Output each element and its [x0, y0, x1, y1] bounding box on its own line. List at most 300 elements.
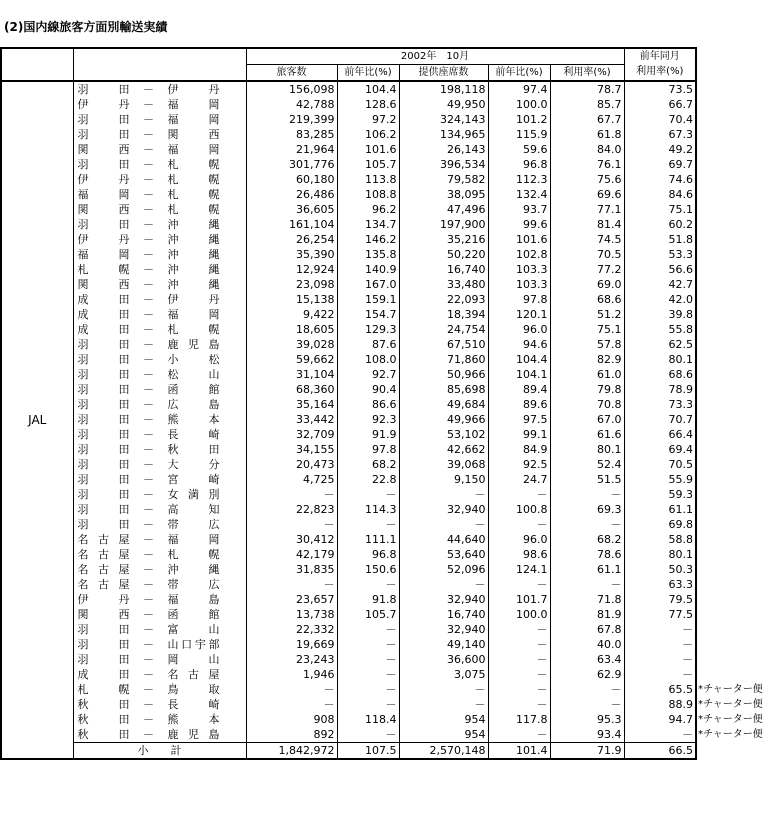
passengers-yoy-cell: 140.9 [337, 262, 399, 277]
route-origin: 羽田 [77, 127, 130, 141]
load-factor-cell: 70.8 [550, 397, 624, 412]
route-dash: － [143, 82, 154, 96]
route-destination: 沖縄 [167, 277, 220, 291]
seats-yoy-cell: 115.9 [488, 127, 550, 142]
load-factor-cell: － [550, 517, 624, 532]
route-dash: － [143, 247, 154, 261]
seats-cell: 134,965 [399, 127, 488, 142]
passengers-yoy-cell: 113.8 [337, 172, 399, 187]
charter-note [696, 322, 764, 337]
route-origin: 名古屋 [77, 562, 130, 576]
route-origin: 伊丹 [77, 592, 130, 606]
seats-cell: 26,143 [399, 142, 488, 157]
seats-cell: 24,754 [399, 322, 488, 337]
passengers-cell: 60,180 [246, 172, 337, 187]
charter-note [696, 562, 764, 577]
table-row [1, 202, 764, 217]
passengers-cell: 30,412 [246, 532, 337, 547]
route-cell [73, 112, 246, 127]
charter-note [696, 637, 764, 652]
route-destination: 大分 [167, 457, 220, 471]
load-factor-cell: 51.5 [550, 472, 624, 487]
passengers-yoy-cell: － [337, 667, 399, 682]
load-factor-cell: 93.4 [550, 727, 624, 743]
seats-cell: － [399, 697, 488, 712]
passengers-yoy-cell: － [337, 682, 399, 697]
route-dash: － [143, 487, 154, 501]
total-passengers-yoy: 107.5 [337, 743, 399, 760]
route-origin: 成田 [77, 322, 130, 336]
route-origin: 札幌 [77, 262, 130, 276]
route-destination: 札幌 [167, 157, 220, 171]
load-factor-cell: 81.4 [550, 217, 624, 232]
seats-yoy-cell: 97.8 [488, 292, 550, 307]
load-factor-cell: 80.1 [550, 442, 624, 457]
route-dash: － [143, 667, 154, 681]
seats-cell: 42,662 [399, 442, 488, 457]
seats-yoy-cell: 89.6 [488, 397, 550, 412]
subtotal-row [1, 743, 764, 760]
route-origin: 関西 [77, 607, 130, 621]
route-dash: － [143, 472, 154, 486]
seats-cell: － [399, 682, 488, 697]
charter-note [696, 97, 764, 112]
seats-yoy-cell: － [488, 652, 550, 667]
route-origin: 羽田 [77, 397, 130, 411]
passengers-yoy-cell: － [337, 697, 399, 712]
seats-cell: 198,118 [399, 81, 488, 97]
route-cell [73, 277, 246, 292]
route-cell [73, 577, 246, 592]
seats-yoy-cell: 94.6 [488, 337, 550, 352]
charter-note [696, 202, 764, 217]
seats-cell: 35,216 [399, 232, 488, 247]
load-factor-cell: 81.9 [550, 607, 624, 622]
route-dash: － [143, 712, 154, 726]
table-row [1, 682, 764, 697]
total-seats: 2,570,148 [399, 743, 488, 760]
passengers-cell: 36,605 [246, 202, 337, 217]
load-factor-cell: 70.5 [550, 247, 624, 262]
seats-yoy-cell: 124.1 [488, 562, 550, 577]
passengers-yoy-cell: 159.1 [337, 292, 399, 307]
seats-yoy-cell: 117.8 [488, 712, 550, 727]
charter-note [696, 142, 764, 157]
route-origin: 羽田 [77, 457, 130, 471]
route-dash: － [143, 97, 154, 111]
route-destination: 札幌 [167, 547, 220, 561]
route-destination: 富山 [167, 622, 220, 636]
passengers-yoy-cell: 90.4 [337, 382, 399, 397]
passengers-yoy-cell: 87.6 [337, 337, 399, 352]
passengers-cell: 23,243 [246, 652, 337, 667]
passengers-cell: 18,605 [246, 322, 337, 337]
route-origin: 羽田 [77, 337, 130, 351]
charter-note: *チャーター便 [698, 728, 763, 740]
route-cell [73, 232, 246, 247]
route-destination: 熊本 [167, 712, 220, 726]
seats-yoy-cell: 100.0 [488, 97, 550, 112]
route-origin: 羽田 [77, 352, 130, 366]
passengers-yoy-cell: 22.8 [337, 472, 399, 487]
route-destination: 札幌 [167, 322, 220, 336]
route-destination: 鳥取 [167, 682, 220, 696]
route-origin: 羽田 [77, 427, 130, 441]
route-dash: － [143, 562, 154, 576]
route-destination: 山口宇部 [167, 637, 220, 651]
route-origin: 札幌 [77, 682, 130, 696]
load-factor-cell: 67.7 [550, 112, 624, 127]
load-factor-cell: － [550, 577, 624, 592]
route-dash: － [143, 307, 154, 321]
load-factor-cell: 76.1 [550, 157, 624, 172]
seats-yoy-cell: 24.7 [488, 472, 550, 487]
load-factor-cell: 75.1 [550, 322, 624, 337]
load-factor-cell: 75.6 [550, 172, 624, 187]
route-cell [73, 622, 246, 637]
route-origin: 羽田 [77, 637, 130, 651]
passengers-yoy-cell: 92.7 [337, 367, 399, 382]
route-destination: 福岡 [167, 97, 220, 111]
charter-note [696, 532, 764, 547]
passengers-cell: － [246, 517, 337, 532]
charter-note [696, 667, 764, 682]
seats-cell: 32,940 [399, 622, 488, 637]
prev-load-factor-cell: 78.9 [624, 382, 696, 397]
table-row [1, 337, 764, 352]
charter-note [696, 652, 764, 667]
passengers-cell: 23,098 [246, 277, 337, 292]
route-dash: － [143, 577, 154, 591]
seats-yoy-cell: － [488, 667, 550, 682]
route-destination: 札幌 [167, 172, 220, 186]
load-factor-cell: 78.7 [550, 81, 624, 97]
passengers-cell: 42,179 [246, 547, 337, 562]
passengers-yoy-cell: 97.8 [337, 442, 399, 457]
prev-load-factor-cell: 73.3 [624, 397, 696, 412]
seats-yoy-cell: 97.4 [488, 81, 550, 97]
seats-cell: 396,534 [399, 157, 488, 172]
route-dash: － [143, 127, 154, 141]
route-destination: 沖縄 [167, 232, 220, 246]
table-row [1, 127, 764, 142]
route-destination: 高知 [167, 502, 220, 516]
seats-yoy-cell: 132.4 [488, 187, 550, 202]
charter-note [696, 547, 764, 562]
prev-load-factor-cell: 79.5 [624, 592, 696, 607]
passengers-cell: － [246, 682, 337, 697]
prev-load-factor-cell: 62.5 [624, 337, 696, 352]
route-destination: 熊本 [167, 412, 220, 426]
route-destination: 沖縄 [167, 247, 220, 261]
route-destination: 鹿児島 [167, 727, 220, 741]
passengers-cell: 68,360 [246, 382, 337, 397]
seats-cell: 44,640 [399, 532, 488, 547]
seats-yoy-cell: 84.9 [488, 442, 550, 457]
passengers-yoy-cell: － [337, 637, 399, 652]
route-dash: － [143, 652, 154, 666]
seats-yoy-cell: 96.0 [488, 322, 550, 337]
passengers-yoy-cell: 96.8 [337, 547, 399, 562]
route-destination: 長崎 [167, 697, 220, 711]
passengers-yoy-cell: 150.6 [337, 562, 399, 577]
route-cell [73, 652, 246, 667]
passengers-cell: 33,442 [246, 412, 337, 427]
prev-load-factor-cell: 70.5 [624, 457, 696, 472]
charter-note [696, 292, 764, 307]
route-cell [73, 202, 246, 217]
route-cell [73, 142, 246, 157]
route-cell [73, 81, 246, 97]
seats-cell: 38,095 [399, 187, 488, 202]
passengers-yoy-cell: 106.2 [337, 127, 399, 142]
charter-note [696, 607, 764, 622]
passengers-cell: 19,669 [246, 637, 337, 652]
passengers-yoy-cell: 105.7 [337, 157, 399, 172]
load-factor-cell: 67.0 [550, 412, 624, 427]
charter-note [696, 427, 764, 442]
load-factor-cell: 61.0 [550, 367, 624, 382]
passengers-yoy-cell: － [337, 652, 399, 667]
load-factor-cell: － [550, 697, 624, 712]
route-cell [73, 337, 246, 352]
route-cell [73, 502, 246, 517]
passengers-yoy-cell: 108.0 [337, 352, 399, 367]
route-cell [73, 562, 246, 577]
transport-results-table [0, 47, 765, 760]
table-row [1, 637, 764, 652]
seats-cell: 197,900 [399, 217, 488, 232]
page-title: (2)国内線旅客方面別輸送実績 [4, 20, 168, 34]
seats-yoy-cell: 93.7 [488, 202, 550, 217]
seats-cell: 71,860 [399, 352, 488, 367]
passengers-cell: 23,657 [246, 592, 337, 607]
passengers-cell: 35,164 [246, 397, 337, 412]
seats-yoy-cell: － [488, 487, 550, 502]
passengers-cell: 39,028 [246, 337, 337, 352]
route-cell [73, 127, 246, 142]
route-dash: － [143, 727, 154, 741]
load-factor-cell: 69.6 [550, 187, 624, 202]
charter-note [696, 622, 764, 637]
route-origin: 羽田 [77, 82, 130, 96]
route-dash: － [143, 202, 154, 216]
table-row [1, 517, 764, 532]
load-factor-cell: 61.1 [550, 562, 624, 577]
route-origin: 伊丹 [77, 232, 130, 246]
passengers-cell: 22,823 [246, 502, 337, 517]
charter-note [696, 232, 764, 247]
table-body [1, 48, 764, 759]
charter-note [696, 247, 764, 262]
passengers-cell: 59,662 [246, 352, 337, 367]
table-row [1, 172, 764, 187]
seats-yoy-cell: 101.6 [488, 232, 550, 247]
route-origin: 羽田 [77, 652, 130, 666]
route-cell [73, 607, 246, 622]
route-cell [73, 397, 246, 412]
seats-yoy-cell: 103.3 [488, 262, 550, 277]
seats-yoy-cell: 101.2 [488, 112, 550, 127]
prev-load-factor-cell: － [624, 637, 696, 652]
charter-note [696, 502, 764, 517]
load-factor-cell: 40.0 [550, 637, 624, 652]
route-origin: 成田 [77, 667, 130, 681]
passengers-yoy-cell: 134.7 [337, 217, 399, 232]
route-cell [73, 352, 246, 367]
load-factor-cell: － [550, 487, 624, 502]
route-destination: 岡山 [167, 652, 220, 666]
prev-load-factor-cell: 65.5 [624, 682, 696, 697]
seats-cell: 16,740 [399, 262, 488, 277]
passengers-yoy-cell: 154.7 [337, 307, 399, 322]
route-cell [73, 427, 246, 442]
table-row [1, 277, 764, 292]
prev-load-factor-cell: 68.6 [624, 367, 696, 382]
route-dash: － [143, 442, 154, 456]
passengers-cell: 34,155 [246, 442, 337, 457]
period-header: 2002年 10月 [246, 48, 624, 65]
route-dash: － [143, 277, 154, 291]
passengers-yoy-cell: － [337, 727, 399, 743]
load-factor-cell: 57.8 [550, 337, 624, 352]
charter-note [696, 337, 764, 352]
passengers-yoy-cell: 97.2 [337, 112, 399, 127]
route-cell [73, 727, 246, 743]
load-factor-cell: 78.6 [550, 547, 624, 562]
col-header-seats-yoy: 前年比(%) [488, 65, 550, 82]
charter-note [696, 81, 764, 97]
seats-cell: 53,640 [399, 547, 488, 562]
route-destination: 札幌 [167, 187, 220, 201]
passengers-cell: 22,332 [246, 622, 337, 637]
load-factor-cell: 71.8 [550, 592, 624, 607]
route-cell [73, 667, 246, 682]
passengers-cell: － [246, 577, 337, 592]
route-destination: 関西 [167, 127, 220, 141]
route-destination: 伊丹 [167, 82, 220, 96]
route-destination: 函館 [167, 382, 220, 396]
route-dash: － [143, 262, 154, 276]
prev-load-factor-cell: 60.2 [624, 217, 696, 232]
prev-load-factor-cell: － [624, 652, 696, 667]
table-row [1, 592, 764, 607]
charter-note [696, 187, 764, 202]
route-cell [73, 262, 246, 277]
prev-load-factor-cell: 94.7 [624, 712, 696, 727]
passengers-cell: － [246, 697, 337, 712]
seats-cell: 33,480 [399, 277, 488, 292]
passengers-cell: 156,098 [246, 81, 337, 97]
route-dash: － [143, 367, 154, 381]
passengers-cell: 12,924 [246, 262, 337, 277]
table-row [1, 427, 764, 442]
route-origin: 成田 [77, 292, 130, 306]
route-origin: 名古屋 [77, 547, 130, 561]
route-destination: 伊丹 [167, 292, 220, 306]
table-row [1, 457, 764, 472]
seats-cell: 22,093 [399, 292, 488, 307]
seats-cell: 18,394 [399, 307, 488, 322]
prev-load-factor-cell: 50.3 [624, 562, 696, 577]
prev-load-factor-cell: 53.3 [624, 247, 696, 262]
load-factor-cell: 77.2 [550, 262, 624, 277]
prev-load-factor-cell: － [624, 667, 696, 682]
load-factor-cell: 52.4 [550, 457, 624, 472]
route-cell [73, 472, 246, 487]
load-factor-cell: 67.8 [550, 622, 624, 637]
route-dash: － [143, 382, 154, 396]
seats-yoy-cell: 102.8 [488, 247, 550, 262]
seats-yoy-cell: － [488, 682, 550, 697]
prev-load-factor-cell: 58.8 [624, 532, 696, 547]
load-factor-cell: 77.1 [550, 202, 624, 217]
seats-cell: 32,940 [399, 592, 488, 607]
passengers-cell: 32,709 [246, 427, 337, 442]
route-origin: 羽田 [77, 622, 130, 636]
passengers-cell: 15,138 [246, 292, 337, 307]
route-cell [73, 442, 246, 457]
seats-yoy-cell: 104.1 [488, 367, 550, 382]
prev-load-factor-cell: 59.3 [624, 487, 696, 502]
prev-load-factor-cell: 63.3 [624, 577, 696, 592]
seats-yoy-cell: － [488, 637, 550, 652]
prev-load-factor-cell: 70.7 [624, 412, 696, 427]
route-cell [73, 157, 246, 172]
seats-cell: 3,075 [399, 667, 488, 682]
prev-load-factor-cell: 75.1 [624, 202, 696, 217]
seats-cell: 9,150 [399, 472, 488, 487]
route-dash: － [143, 337, 154, 351]
prev-period-header: 前年同月 [624, 48, 696, 65]
prev-load-factor-cell: － [624, 622, 696, 637]
charter-note [696, 487, 764, 502]
route-cell [73, 367, 246, 382]
route-dash: － [143, 502, 154, 516]
header-row-2 [1, 65, 764, 82]
passengers-cell: 31,835 [246, 562, 337, 577]
route-origin: 秋田 [77, 727, 130, 741]
route-origin: 名古屋 [77, 532, 130, 546]
passengers-yoy-cell: － [337, 622, 399, 637]
table-row [1, 247, 764, 262]
route-dash: － [143, 427, 154, 441]
charter-note: *チャーター便 [698, 683, 763, 695]
route-cell [73, 382, 246, 397]
total-load-factor: 71.9 [550, 743, 624, 760]
seats-yoy-cell: 104.4 [488, 352, 550, 367]
col-header-load-factor: 利用率(%) [550, 65, 624, 82]
seats-cell: 85,698 [399, 382, 488, 397]
passengers-cell: － [246, 487, 337, 502]
load-factor-cell: 51.2 [550, 307, 624, 322]
route-origin: 名古屋 [77, 577, 130, 591]
table-row [1, 652, 764, 667]
load-factor-cell: 74.5 [550, 232, 624, 247]
passengers-yoy-cell: － [337, 487, 399, 502]
route-destination: 小松 [167, 352, 220, 366]
passengers-cell: 9,422 [246, 307, 337, 322]
prev-load-factor-cell: 42.0 [624, 292, 696, 307]
table-row [1, 607, 764, 622]
seats-cell: 49,950 [399, 97, 488, 112]
seats-cell: 79,582 [399, 172, 488, 187]
seats-cell: 49,140 [399, 637, 488, 652]
load-factor-cell: 62.9 [550, 667, 624, 682]
passengers-cell: 20,473 [246, 457, 337, 472]
route-destination: 札幌 [167, 202, 220, 216]
route-cell [73, 697, 246, 712]
